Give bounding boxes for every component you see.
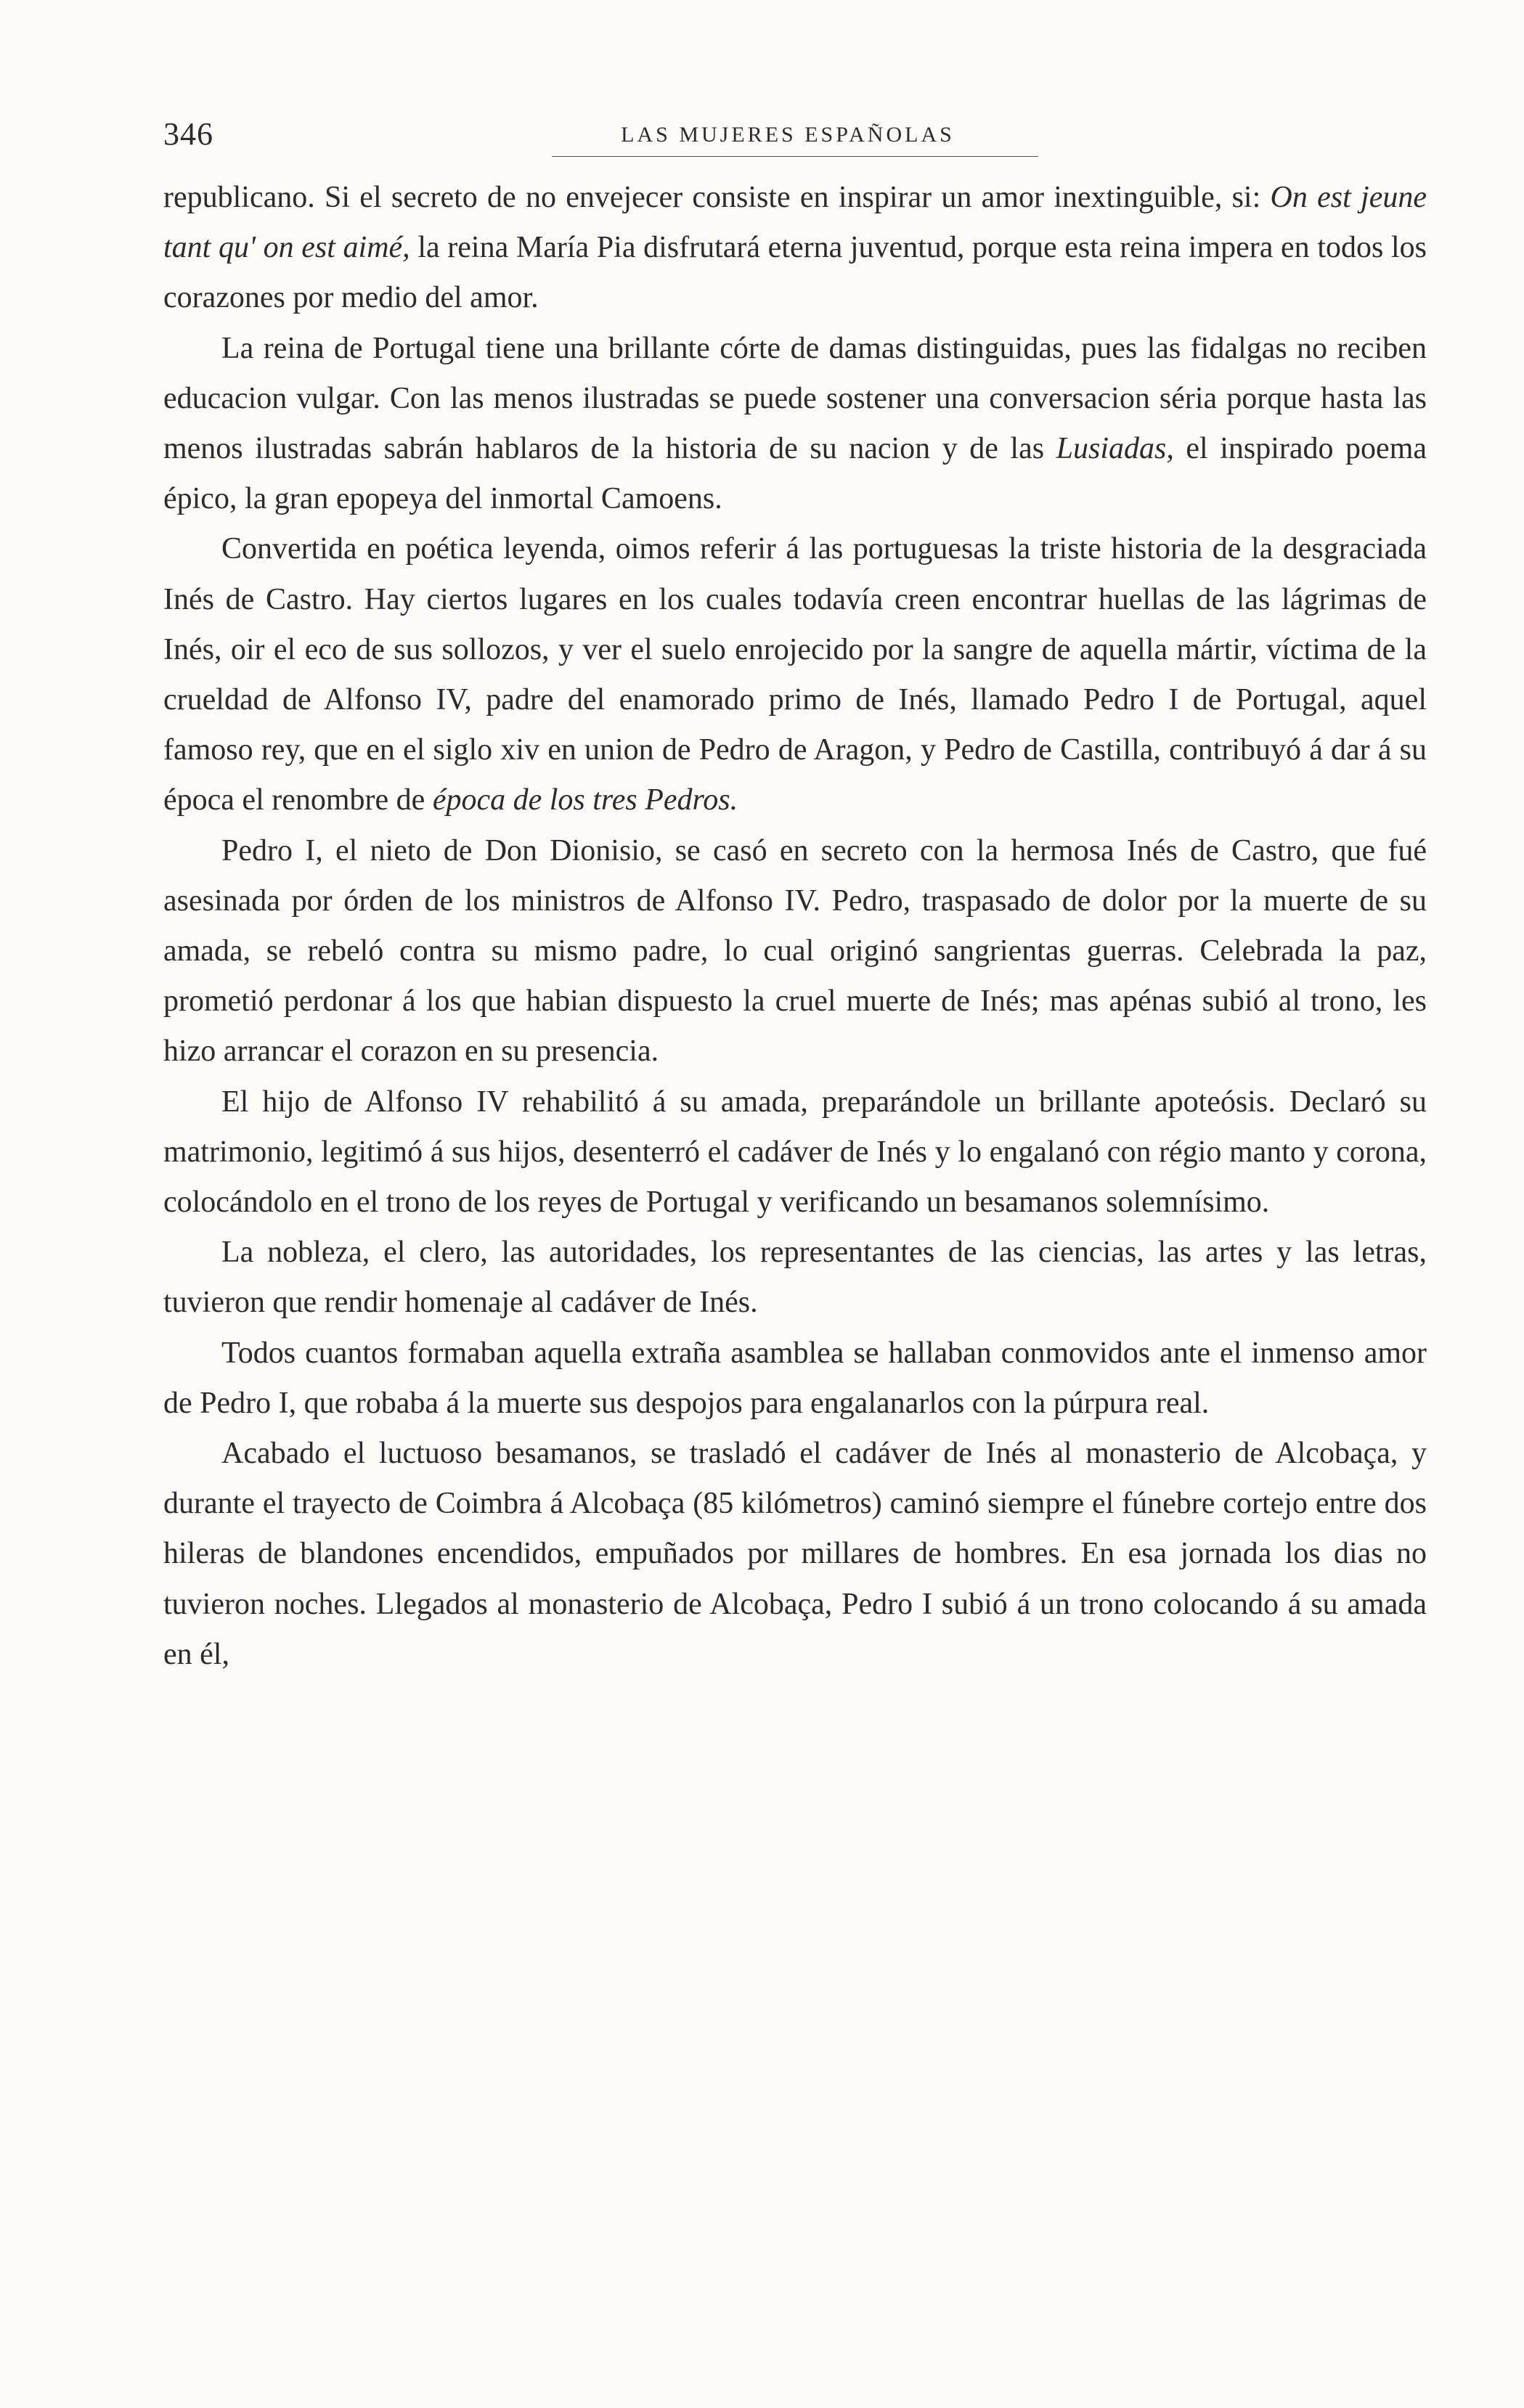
running-title: LAS MUJERES ESPAÑOLAS <box>621 123 955 147</box>
paragraph-7: Todos cuantos formaban aquella extraña asamblea se hallaban conmovidos ante el inmenso amor de Pedro I, que robaba á la muerte sus despojos para engalanarlos con la púrpura real. <box>163 1336 1427 1420</box>
paragraph-5: El hijo de Alfonso IV rehabilitó á su amada, preparándole un brillante apoteósis. Declaró su matrimonio, legitimó á sus hijos, desenterró el cadáver de Inés y lo engalanó con régio manto y corona, colocándolo en el trono de los reyes de Portugal y verificando un besamanos solemnísimo. <box>163 1085 1427 1220</box>
paragraph-4: Pedro I, el nieto de Don Dionisio, se casó en secreto con la hermosa Inés de Castro, que fué asesinada por órden de los ministros de Alfonso IV. Pedro, traspasado de dolor por la muerte de su amada, se rebeló contra su mismo padre, lo cual originó sangrientas guerras. Celebrada la paz, prometió perdonar á los que habian dispuesto la cruel muerte de Inés; mas apénas subió al trono, les hizo arrancar el corazon en su presencia. <box>163 833 1427 1069</box>
paragraph-3: Convertida en poética leyenda, oimos referir á las portuguesas la triste historia de la desgraciada Inés de Castro. Hay ciertos lugares en los cuales todavía creen encontrar huellas de las lágrimas de Inés, oir el eco de sus sollozos, y ver el suelo enrojecido por la sangre de aquella mártir, víctima de la crueldad de Alfonso IV, padre del enamorado primo de Inés, llamado Pedro I de Portugal, aquel famoso rey, que en el siglo xiv en union de Pedro de Aragon, y Pedro de Castilla, contribuyó á dar á su época el renombre de época de los tres Pedros. <box>163 532 1427 817</box>
page-number: 346 <box>163 116 213 152</box>
epoca-phrase: época de los tres Pedros. <box>432 783 738 817</box>
page-header <box>163 109 1412 160</box>
paragraph-1: republicano. Si el secreto de no envejecer consiste en inspirar un amor inextinguible, si: On est jeune tant qu' on est aimé, la reina María Pia disfrutará eterna juventud, porque esta reina impera en todos los corazones por medio del amor. <box>163 181 1427 315</box>
header-rule <box>552 156 1038 157</box>
paragraph-2: La reina de Portugal tiene una brillante córte de damas distinguidas, pues las fidalgas no reciben educacion vulgar. Con las menos ilustradas se puede sostener una conversacion séria porque hasta las menos ilustradas sabrán hablaros de la historia de su nacion y de las Lusiadas, el inspirado poema épico, la gran epopeya del inmortal Camoens. <box>163 331 1427 516</box>
paragraph-6: La nobleza, el clero, las autoridades, los representantes de las ciencias, las artes y las letras, tuvieron que rendir homenaje al cadáver de Inés. <box>163 1236 1427 1320</box>
paragraph-8: Acabado el luctuoso besamanos, se trasladó el cadáver de Inés al monasterio de Alcobaça, y durante el trayecto de Coimbra á Alcobaça (85 kilómetros) caminó siempre el fúnebre cortejo entre dos hileras de blandones encendidos, empuñados por millares de hombres. En esa jornada los dias no tuvieron noches. Llegados al monasterio de Alcobaça, Pedro I subió á un trono colocando á su amada en él, <box>163 1437 1427 1671</box>
body-text <box>163 173 1427 1680</box>
lusiadas-title: Lusiadas, <box>1056 432 1174 466</box>
french-quote: On est jeune tant qu' on est aimé, <box>163 181 1427 265</box>
